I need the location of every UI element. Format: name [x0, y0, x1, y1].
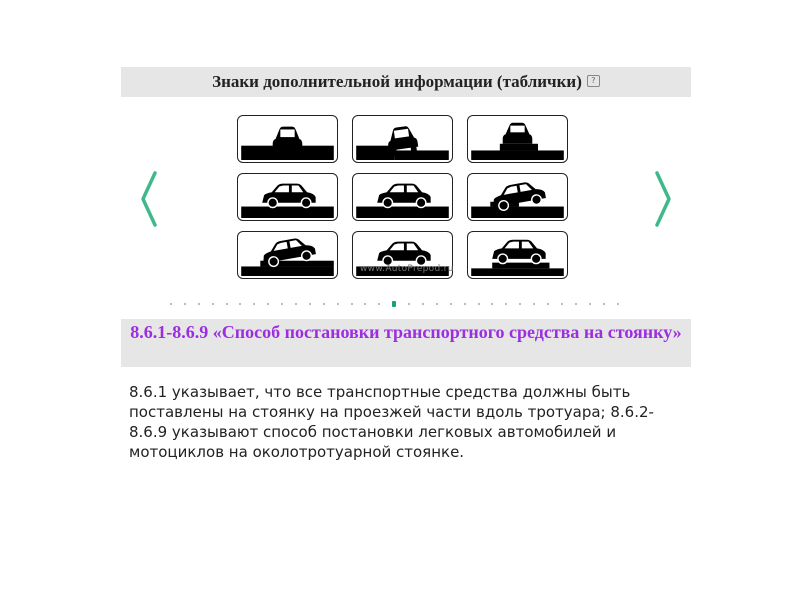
pagination-dot-active[interactable]	[392, 301, 396, 307]
pagination-dot[interactable]	[198, 303, 200, 305]
sign-carousel	[121, 97, 691, 319]
pagination-dot[interactable]	[505, 303, 507, 305]
car-side-tilted-curb-icon	[240, 234, 335, 276]
sign-8-6-4	[237, 173, 338, 221]
sign-8-6-5	[352, 173, 453, 221]
section-header	[121, 67, 691, 97]
pagination-dot[interactable]	[295, 303, 297, 305]
pagination-dot[interactable]	[603, 303, 605, 305]
pagination-dot[interactable]	[575, 303, 577, 305]
watermark: www.AutoPrepod.ru	[360, 264, 454, 274]
carousel-pagination	[170, 301, 630, 307]
help-icon[interactable]: ?	[587, 75, 600, 87]
pagination-dot[interactable]	[547, 303, 549, 305]
pagination-dot[interactable]	[422, 303, 424, 305]
sign-8-6-7	[237, 231, 338, 279]
pagination-dot[interactable]	[212, 303, 214, 305]
sign-description: 8.6.1 указывает, что все транспортные средства должны быть поставлены на стоянку на проезжей части вдоль тротуара; 8.6.2-8.6.9 указывают способ постановки легковых автомобилей и мотоциклов на околотротуарной стоянке.	[129, 383, 654, 461]
car-side-icon	[240, 176, 335, 218]
pagination-dot[interactable]	[281, 303, 283, 305]
carousel-prev-button[interactable]	[137, 169, 163, 229]
car-side-partial-curb-icon	[355, 176, 450, 218]
pagination-dot[interactable]	[589, 303, 591, 305]
car-front-on-curb-icon	[470, 118, 565, 160]
pagination-dot[interactable]	[533, 303, 535, 305]
sign-8-6-6	[467, 173, 568, 221]
sign-8-6-1	[237, 115, 338, 163]
sign-title	[121, 319, 691, 367]
pagination-dot[interactable]	[464, 303, 466, 305]
carousel-next-button[interactable]	[649, 169, 675, 229]
pagination-dot[interactable]	[184, 303, 186, 305]
pagination-dot[interactable]	[309, 303, 311, 305]
section-header-title: Знаки дополнительной информации (таблички)	[212, 72, 582, 91]
pagination-dot[interactable]	[408, 303, 410, 305]
sign-8-6-2	[352, 115, 453, 163]
pagination-dot[interactable]	[450, 303, 452, 305]
pagination-dot[interactable]	[170, 303, 172, 305]
pagination-dot[interactable]	[436, 303, 438, 305]
pagination-dot[interactable]	[323, 303, 325, 305]
sign-8-6-3	[467, 115, 568, 163]
car-front-icon	[240, 118, 335, 160]
pagination-dot[interactable]	[226, 303, 228, 305]
pagination-dot[interactable]	[337, 303, 339, 305]
pagination-dot[interactable]	[239, 303, 241, 305]
pagination-dot[interactable]	[351, 303, 353, 305]
pagination-dot[interactable]	[253, 303, 255, 305]
pagination-dot[interactable]	[267, 303, 269, 305]
pagination-dot[interactable]	[478, 303, 480, 305]
pagination-dot[interactable]	[617, 303, 619, 305]
car-side-tilted-icon	[470, 176, 565, 218]
sign-grid	[237, 115, 570, 281]
pagination-dot[interactable]	[561, 303, 563, 305]
sign-8-6-9	[467, 231, 568, 279]
chevron-right-icon	[649, 169, 675, 229]
pagination-dot[interactable]	[378, 303, 380, 305]
pagination-dot[interactable]	[519, 303, 521, 305]
sign-title-text: 8.6.1-8.6.9 «Способ постановки транспортного средства на стоянку»	[130, 322, 682, 342]
car-front-tilted-icon	[355, 118, 450, 160]
pagination-dot[interactable]	[364, 303, 366, 305]
pagination-dot[interactable]	[491, 303, 493, 305]
chevron-left-icon	[137, 169, 163, 229]
car-side-full-curb-icon	[470, 234, 565, 276]
